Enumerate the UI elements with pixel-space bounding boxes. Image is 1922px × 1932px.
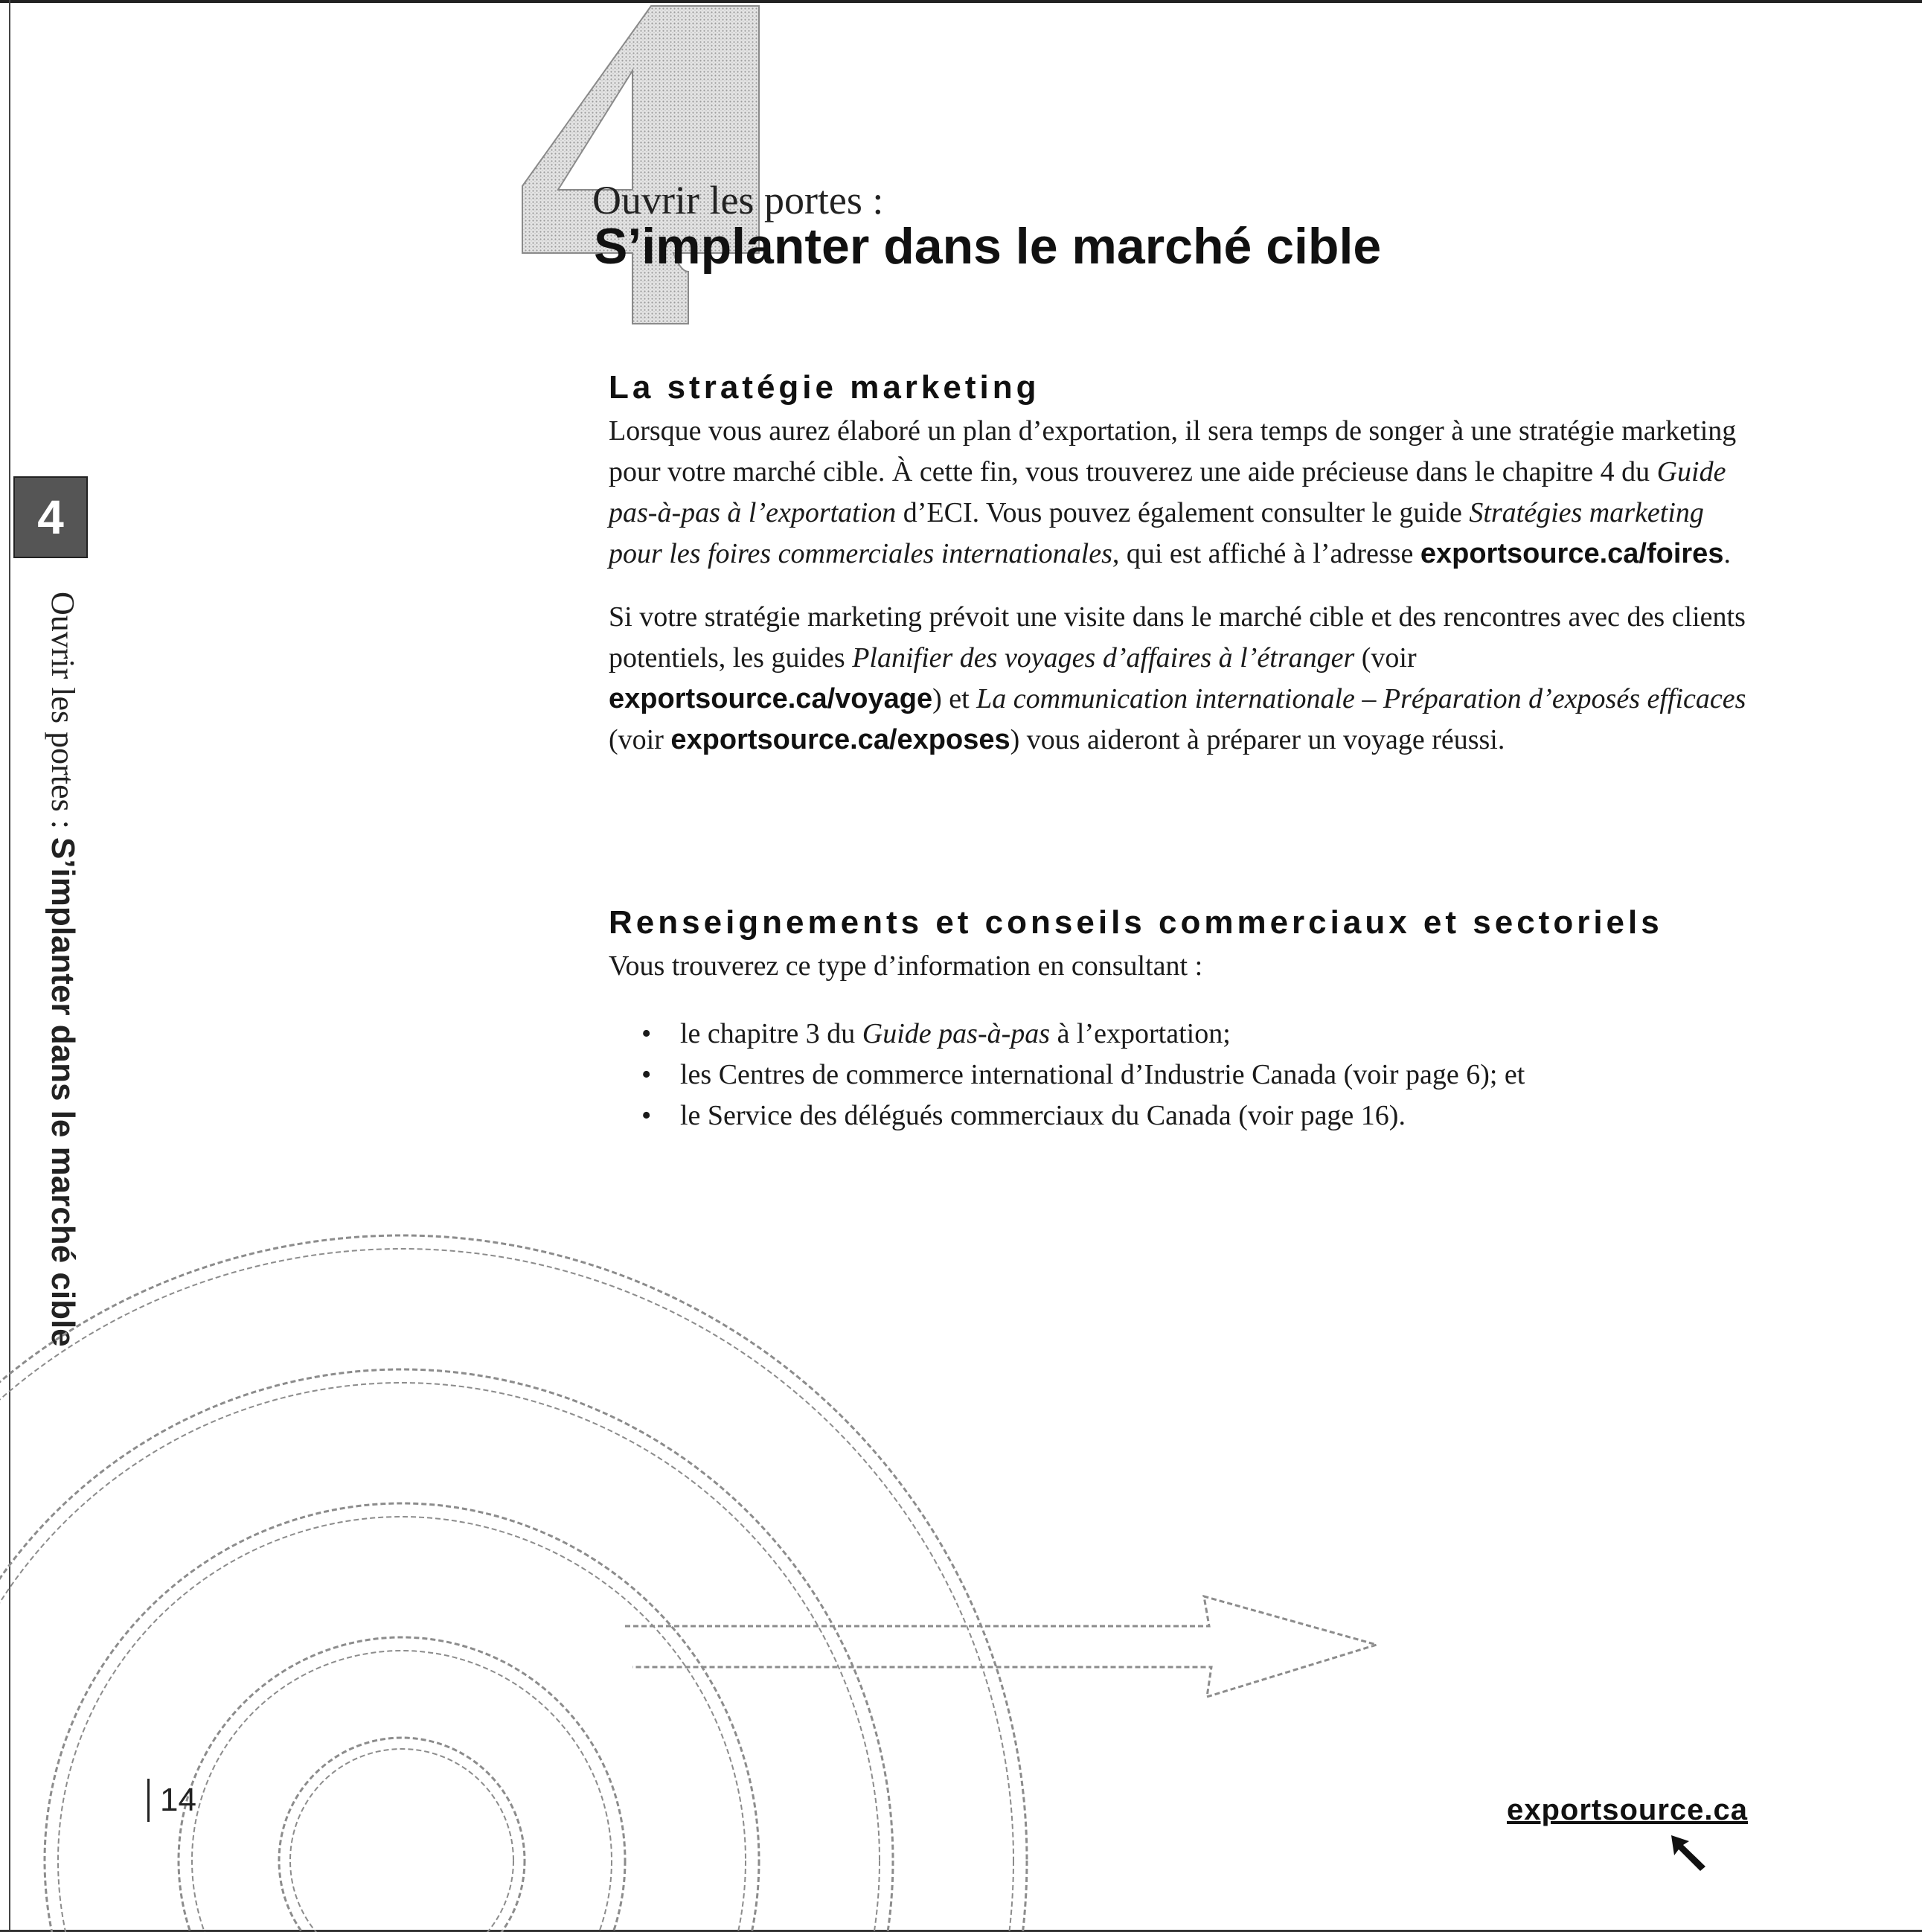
section-intro: Vous trouverez ce type d’information en consultant : bbox=[609, 950, 1203, 982]
resource-list bbox=[609, 1014, 1755, 1136]
text: Lorsque vous aurez élaboré un plan d’exportation, il sera temps de songer à une stratégie marketing pour votre marché cible. À cette fin, vous trouverez une aide précieuse dans le chapitre 4 du bbox=[609, 415, 1737, 487]
list-item bbox=[609, 1055, 1755, 1095]
list-item bbox=[609, 1014, 1755, 1055]
section-marketing-strategy bbox=[609, 369, 1755, 783]
guide-title: Guide pas-à-pas bbox=[862, 1018, 1051, 1049]
chapter-tab bbox=[13, 476, 88, 558]
link-foires[interactable]: exportsource.ca/foires bbox=[1420, 538, 1724, 569]
text: (voir bbox=[609, 724, 671, 755]
section-heading: Renseignements et conseils commerciaux et sectoriels bbox=[609, 904, 1663, 941]
list-item bbox=[609, 1095, 1755, 1136]
running-subtitle: Ouvrir les portes : bbox=[45, 592, 81, 837]
text: Si votre stratégie marketing prévoit une visite dans le marché cible et des rencontres avec des clients potentiels, les guides bbox=[609, 601, 1746, 674]
page-number: 14 bbox=[147, 1779, 196, 1822]
target-rings-graphic bbox=[0, 1221, 1414, 1932]
section-trade-info bbox=[609, 904, 1755, 1136]
text: le chapitre 3 du bbox=[680, 1018, 862, 1049]
section-heading: La stratégie marketing bbox=[609, 369, 1040, 406]
guide-title: Planifier des voyages d’affaires à l’étranger bbox=[852, 642, 1355, 674]
chapter-title: S’implanter dans le marché cible bbox=[594, 218, 1382, 275]
text: . bbox=[1723, 538, 1731, 569]
text: , qui est affiché à l’adresse bbox=[1112, 538, 1420, 569]
scan-edge-top bbox=[0, 0, 1922, 3]
text: les Centres de commerce international d’Industrie Canada (voir page 6); et bbox=[680, 1059, 1525, 1090]
text: à l’exportation; bbox=[1050, 1018, 1231, 1049]
guide-title: Guide pas-à-pas à l’exportation bbox=[609, 456, 1726, 528]
text: le Service des délégués commerciaux du Canada (voir page 16). bbox=[680, 1100, 1406, 1131]
text: (voir bbox=[1354, 642, 1417, 674]
chapter-subtitle: Ouvrir les portes : bbox=[592, 178, 884, 223]
running-title: S’implanter dans le marché cible bbox=[45, 837, 81, 1347]
footer-url[interactable]: exportsource.ca bbox=[1507, 1794, 1749, 1826]
chapter-tab-number: 4 bbox=[37, 490, 64, 544]
link-voyage[interactable]: exportsource.ca/voyage bbox=[609, 683, 933, 714]
guide-title: Stratégies marketing pour les foires commerciales internationales bbox=[609, 497, 1704, 569]
arrow-cursor-icon bbox=[1667, 1831, 1719, 1875]
text: ) vous aideront à préparer un voyage réussi. bbox=[1010, 724, 1505, 755]
text: d’ECI. Vous pouvez également consulter le guide bbox=[896, 497, 1470, 528]
guide-title: La communication internationale – Préparation d’exposés efficaces bbox=[976, 683, 1746, 714]
text: ) et bbox=[932, 683, 977, 714]
paragraph bbox=[609, 411, 1755, 575]
paragraph bbox=[609, 597, 1755, 761]
link-exposes[interactable]: exportsource.ca/exposes bbox=[670, 724, 1010, 755]
chapter-number-graphic bbox=[513, 0, 781, 327]
